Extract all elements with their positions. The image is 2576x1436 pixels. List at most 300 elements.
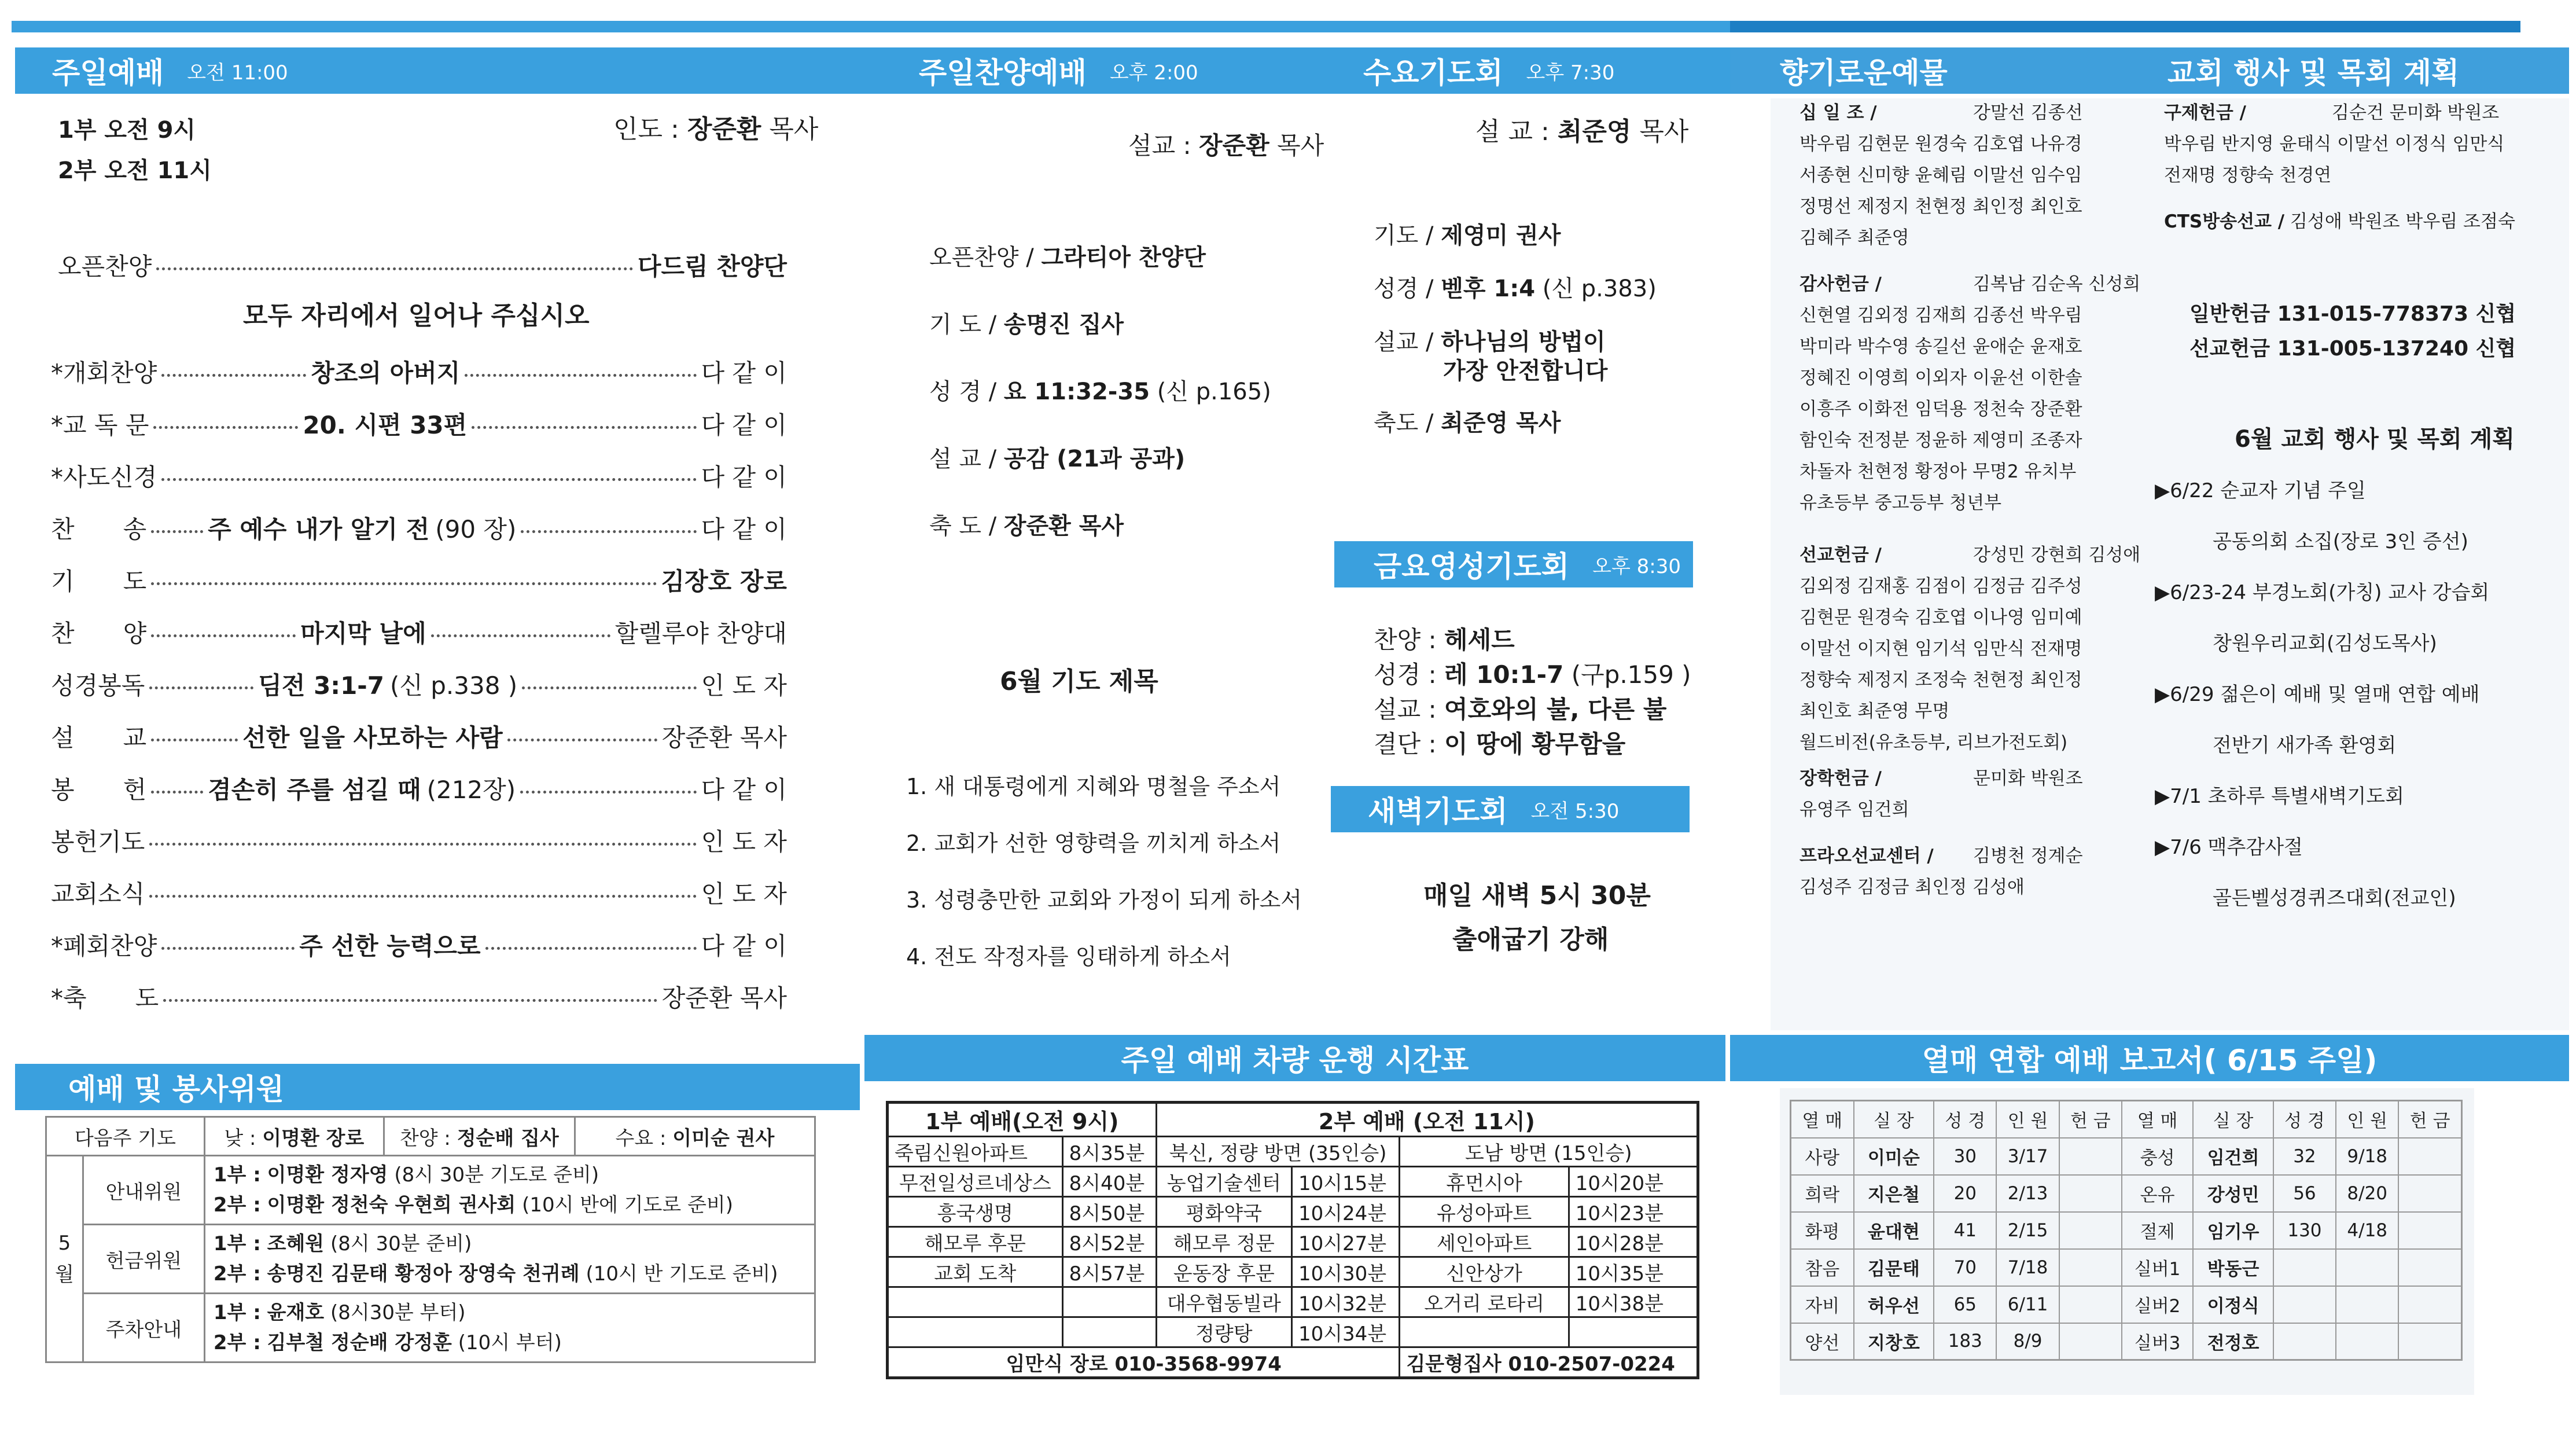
bus-time: 8시50분	[1062, 1197, 1156, 1227]
offering-names: 김혜주 최준영	[1799, 227, 1909, 248]
dot-leader	[485, 947, 697, 950]
standup-notice: 모두 자리에서 일어나 주십시오	[243, 301, 590, 330]
bus-stop: 정량탕	[1156, 1317, 1291, 1347]
bus-stop: 해모루 후문	[888, 1227, 1063, 1257]
report-row	[1791, 1286, 2462, 1323]
prayer-topics-title: 6월 기도 제목	[1000, 667, 1158, 696]
wednesday-item-value: 제영미 권사	[1441, 222, 1561, 249]
wednesday-item-label: 설교 /	[1374, 329, 1434, 355]
order-row	[51, 406, 787, 441]
report-cell: 실버1	[2122, 1249, 2193, 1286]
servant-role: 안내위원	[83, 1156, 204, 1225]
order-item: 창조의 아버지	[311, 359, 461, 387]
prayer-topic: 2. 교회가 선한 영향력을 끼치게 하소서	[906, 831, 1281, 856]
praise-item-value: 공감 (21과 공과)	[1003, 446, 1186, 472]
servant-line-head: 1부 :	[213, 1163, 261, 1187]
report-cell: 실버2	[2122, 1286, 2193, 1323]
bus-header	[864, 1035, 1725, 1081]
wednesday-item-label: 축도 /	[1374, 410, 1434, 436]
bus-stop: 죽림신원아파트	[888, 1137, 1063, 1167]
friday-item-value: 헤세드	[1444, 626, 1515, 654]
bus-stop: 농업기술센터	[1156, 1167, 1291, 1197]
servant-row	[46, 1225, 815, 1294]
wednesday-item-label: 기도 /	[1374, 222, 1434, 249]
servant-names: 윤재호	[267, 1301, 325, 1324]
cts-offering	[2164, 206, 2515, 237]
wednesday-item-value: 최준영 목사	[1441, 410, 1561, 436]
order-leader: 할렐루야 찬양대	[614, 619, 787, 648]
offering-group	[1799, 840, 2083, 903]
report-col-header: 열 매	[1791, 1101, 1854, 1138]
praise-worship-title: 주일찬양예배	[919, 56, 1087, 90]
report-cell: 박동근	[2193, 1249, 2273, 1286]
bus-time	[1062, 1317, 1156, 1347]
report-col-header: 인 원	[1996, 1101, 2059, 1138]
friday-item	[1374, 625, 1515, 656]
servant-note: (10시 부터)	[458, 1331, 562, 1354]
bus-driver-row	[888, 1347, 1698, 1378]
offering-group-head: 선교헌금 /	[1799, 545, 1882, 565]
offering-names: 강말선 김종선	[1973, 102, 2083, 123]
offering-group-first-line	[1799, 539, 2140, 571]
offering-names: 유초등부 중고등부 청년부	[1799, 493, 2002, 513]
dot-leader	[507, 739, 657, 741]
dot-leader	[161, 947, 295, 950]
day-prayer	[205, 1118, 385, 1155]
order-row	[51, 927, 787, 962]
bus-stop: 오거리 로타리	[1400, 1287, 1569, 1317]
relief-names: 전재명 정향숙 천경연	[2164, 165, 2332, 186]
choir-prayer	[385, 1118, 576, 1155]
bus-rows	[888, 1137, 1698, 1378]
bus-stop: 세인아파트	[1400, 1227, 1569, 1257]
relief-head: 구제헌금 /	[2164, 102, 2246, 123]
servant-line-head: 2부 :	[213, 1331, 261, 1354]
report-cell: 70	[1934, 1249, 1996, 1286]
offering-group-first-line	[1799, 763, 2083, 794]
report-row	[1791, 1249, 2462, 1286]
friday-item	[1374, 695, 1666, 725]
dawn-time: 오전 5:30	[1530, 799, 1620, 823]
bus-stop: 신안상가	[1400, 1257, 1569, 1287]
order-item: 선한 일을 사모하는 사람	[242, 723, 503, 752]
leader-label: 인도 :	[613, 115, 679, 144]
praise-item	[929, 445, 1185, 473]
report-cell	[2273, 1249, 2336, 1286]
order-leader: 장준환 목사	[661, 723, 787, 752]
order-label: 설 교	[51, 723, 147, 752]
offerings-header	[1730, 47, 2100, 94]
cts-names: 김성애 박원조 박우림 조점숙	[2290, 211, 2515, 232]
offering-group	[1799, 269, 2140, 519]
wed-prayer-value: 이미순 권사	[672, 1126, 775, 1150]
order-label: 찬 양	[51, 619, 147, 648]
bus-row	[888, 1137, 1698, 1167]
order-row	[51, 511, 787, 545]
order-item: 주 선한 능력으로	[299, 932, 481, 960]
bus-row	[888, 1167, 1698, 1197]
relief-names: 박우림 반지영 윤태식 이말선 이정식 임만식	[2164, 134, 2505, 155]
praise-item-value: 그라티아 찬양단	[1041, 244, 1206, 271]
servant-line	[214, 1298, 806, 1328]
opening-praise-value: 다드림 찬양단	[637, 252, 787, 281]
wednesday-item-note: (신 p.383)	[1542, 276, 1657, 302]
wed-prayer-label: 수요 :	[615, 1126, 667, 1150]
bus-stop	[1400, 1317, 1569, 1347]
dot-leader	[522, 686, 696, 689]
bus-header-row	[888, 1103, 1698, 1137]
report-row	[1791, 1138, 2462, 1175]
praise-item-label: 설 교 /	[929, 446, 997, 472]
servants-rows	[46, 1156, 815, 1362]
dot-leader	[149, 686, 253, 689]
servant-note: (8시30분 부터)	[330, 1301, 466, 1324]
wed-prayer	[576, 1118, 814, 1155]
report-cell	[2273, 1286, 2336, 1323]
servant-note: (8시 30분 기도로 준비)	[394, 1163, 599, 1187]
servant-row	[46, 1294, 815, 1362]
friday-item	[1374, 660, 1691, 691]
report-col-header: 실 장	[2193, 1101, 2273, 1138]
servant-names: 송명진 김문태 황정아 장영숙 천귀례	[267, 1262, 580, 1286]
bus-time: 10시24분	[1291, 1197, 1400, 1227]
report-cell: 6/11	[1996, 1286, 2059, 1323]
dot-leader	[161, 478, 696, 481]
plan-item: 전반기 새가족 환영회	[2213, 734, 2397, 757]
bus-time: 10시28분	[1569, 1227, 1698, 1257]
dot-leader	[161, 374, 306, 377]
servant-names: 이명환 정자영	[267, 1163, 388, 1187]
praise-item	[929, 377, 1271, 406]
offering-names: 이흥주 이화전 임덕용 정천숙 장준환	[1799, 399, 2082, 420]
bus-time: 10시38분	[1569, 1287, 1698, 1317]
offering-names: 김병천 정계순	[1973, 846, 2083, 866]
friday-header	[1334, 541, 1693, 587]
dot-leader	[151, 791, 203, 794]
bus-stop: 흥국생명	[888, 1197, 1063, 1227]
friday-item-label: 성경 :	[1374, 660, 1437, 689]
plan-list	[2155, 465, 2489, 924]
report-cell: 희락	[1791, 1175, 1854, 1212]
choir-prayer-value: 정순배 집사	[457, 1126, 559, 1150]
opening-praise-label: 오픈찬양	[58, 252, 152, 281]
offering-names: 문미화 박원조	[1973, 768, 2083, 789]
report-col-header: 인 원	[2336, 1101, 2398, 1138]
servant-assignment	[204, 1156, 815, 1225]
wednesday-item-value-2: 가장 안전합니다	[1443, 358, 1608, 384]
report-cell: 130	[2273, 1212, 2336, 1249]
servant-note: (10시 반 기도로 준비)	[586, 1262, 778, 1286]
order-item: 20. 시편 33편	[303, 411, 468, 439]
order-leader: 다 같 이	[701, 932, 787, 960]
order-row	[51, 667, 787, 702]
cts-head: CTS방송선교 /	[2164, 211, 2285, 232]
report-cell: 3/17	[1996, 1138, 2059, 1175]
order-leader: 김장호 장로	[661, 567, 787, 596]
friday-item-label: 결단 :	[1374, 730, 1437, 758]
sunday-worship-title: 주일예배	[52, 56, 164, 90]
order-leader: 인 도 자	[701, 828, 787, 856]
offering-group-first-line	[1799, 97, 2083, 128]
report-cell	[2336, 1286, 2398, 1323]
wednesday-item-value: 하나님의 방법이	[1441, 329, 1606, 355]
servant-assignment	[204, 1294, 815, 1362]
plan-item: ▶6/22 순교자 기념 주일	[2155, 479, 2366, 502]
offering-names: 최인호 최준영 무명	[1799, 701, 1950, 722]
dot-leader	[151, 582, 656, 585]
report-cell: 8/9	[1996, 1323, 2059, 1360]
report-cell: 32	[2273, 1138, 2336, 1175]
bus-stop: 운동장 후문	[1156, 1257, 1291, 1287]
bus-driver-2: 김문형집사 010-2507-0224	[1400, 1347, 1698, 1378]
report-cell: 허우선	[1854, 1286, 1934, 1323]
servant-line	[214, 1328, 806, 1358]
offering-names: 강성민 강현희 김성애	[1973, 545, 2141, 565]
plan-title: 6월 교회 행사 및 목회 계획	[2235, 426, 2515, 453]
bus-stop: 교회 도착	[888, 1257, 1063, 1287]
friday-item-label: 찬양 :	[1374, 626, 1437, 654]
leader-title: 목사	[769, 115, 819, 144]
report-cell: 지은철	[1854, 1175, 1934, 1212]
report-cell: 실버3	[2122, 1323, 2193, 1360]
order-item-note: (90 장)	[435, 515, 517, 543]
dot-leader	[465, 374, 696, 377]
praise-item	[929, 243, 1206, 272]
order-row	[51, 615, 787, 649]
bus-time	[1569, 1317, 1698, 1347]
praise-item-value: 요 11:32-35	[1003, 379, 1150, 405]
report-cell: 65	[1934, 1286, 1996, 1323]
report-col-header: 헌 금	[2398, 1101, 2461, 1138]
offering-names: 이말선 이지현 임기석 임만식 전재명	[1799, 638, 2082, 659]
wednesday-item-value: 벧후 1:4	[1441, 276, 1536, 302]
offering-group	[1799, 97, 2083, 254]
order-label: 봉 헌	[51, 776, 147, 804]
bus-time: 8시40분	[1062, 1167, 1156, 1197]
bus-title: 주일 예배 차량 운행 시간표	[1121, 1044, 1469, 1077]
report-col-header: 성 경	[2273, 1101, 2336, 1138]
sunday-worship-header	[15, 47, 860, 94]
dot-leader	[156, 267, 633, 270]
offering-group	[1799, 539, 2140, 758]
servant-line	[214, 1229, 806, 1259]
order-item: 마지막 날에	[300, 619, 426, 648]
servant-line-head: 2부 :	[213, 1262, 261, 1286]
offering-names: 김복남 김순옥 신성희	[1973, 274, 2141, 295]
report-cell	[2398, 1212, 2461, 1249]
bank-account: 일반헌금 131-015-778373 신협	[2189, 302, 2516, 326]
report-cell: 4/18	[2336, 1212, 2398, 1249]
servant-line	[214, 1160, 806, 1190]
offering-names: 정혜진 이영희 이외자 이윤선 이한솔	[1799, 368, 2082, 388]
plan-item: ▶7/1 초하루 특별새벽기도회	[2155, 785, 2404, 808]
bus-route-north: 북신, 정량 방면 (35인승)	[1156, 1137, 1400, 1167]
prayer-topic: 4. 전도 작정자를 잉태하게 하소서	[906, 944, 1231, 969]
offering-group-first-line	[1799, 269, 2140, 300]
praise-item-value: 장준환 목사	[1003, 513, 1124, 539]
offering-group-first-line	[1799, 840, 2083, 872]
leader-name: 장준환	[687, 115, 761, 144]
dot-leader	[151, 530, 203, 533]
report-cell: 절제	[2122, 1212, 2193, 1249]
order-item: 주 예수 내가 알기 전	[208, 515, 430, 543]
dot-leader	[153, 426, 298, 429]
bus-stop	[888, 1287, 1063, 1317]
servant-line-head: 1부 :	[213, 1301, 261, 1324]
order-label: *사도신경	[51, 463, 157, 491]
bus-time: 10시32분	[1291, 1287, 1400, 1317]
offering-names: 신현열 김외정 김재희 김종선 박우림	[1799, 305, 2082, 326]
praise-sermon-pastor: 장준환	[1199, 131, 1269, 160]
report-row	[1791, 1323, 2462, 1360]
report-cell	[2059, 1212, 2122, 1249]
bus-time: 10시34분	[1291, 1317, 1400, 1347]
order-item-note: (212장)	[426, 776, 516, 804]
bus-stop: 대우협동빌라	[1156, 1287, 1291, 1317]
report-cell	[2059, 1138, 2122, 1175]
servant-names: 이명환 정천숙 우현희 권사회	[267, 1193, 516, 1217]
servant-role: 주차안내	[83, 1294, 204, 1362]
bus-session-1: 1부 예배(오전 9시)	[888, 1103, 1157, 1137]
friday-item-value: 여호와의 불, 다른 불	[1444, 695, 1667, 723]
order-leader: 다 같 이	[701, 515, 787, 543]
prayer-topic: 3. 성령충만한 교회와 가정이 되게 하소서	[906, 887, 1302, 913]
opening-praise-row	[58, 248, 787, 282]
order-label: *교 독 문	[51, 411, 149, 439]
bus-session-2: 2부 예배 (오전 11시)	[1156, 1103, 1698, 1137]
bus-stop: 유성아파트	[1400, 1197, 1569, 1227]
friday-item-value: 이 땅에 황무함을	[1444, 730, 1626, 758]
order-leader: 다 같 이	[701, 411, 787, 439]
dot-leader	[163, 999, 657, 1002]
session-1-time: 1부 오전 9시	[58, 117, 196, 144]
offerings-title: 향기로운예물	[1780, 56, 1948, 90]
report-col-header: 열 매	[2122, 1101, 2193, 1138]
dawn-header	[1331, 786, 1690, 832]
dawn-title: 새벽기도회	[1368, 795, 1508, 828]
report-cell: 임기우	[2193, 1212, 2273, 1249]
dot-leader	[472, 426, 696, 429]
servant-note: (8시 30분 준비)	[330, 1232, 472, 1255]
servant-names: 조혜원	[267, 1232, 325, 1255]
bank-account: 선교헌금 131-005-137240 신협	[2189, 337, 2516, 361]
day-prayer-value: 이명환 장로	[262, 1126, 365, 1150]
report-col-header: 성 경	[1934, 1101, 1996, 1138]
order-label: 기 도	[51, 567, 147, 596]
report-row	[1791, 1212, 2462, 1249]
order-row	[51, 823, 787, 858]
prayer-topic: 1. 새 대통령에게 지혜와 명철을 주소서	[906, 774, 1281, 799]
bus-time: 8시57분	[1062, 1257, 1156, 1287]
praise-item-note: (신 p.165)	[1157, 379, 1271, 405]
events-header	[2100, 47, 2569, 94]
bus-stop: 해모루 정문	[1156, 1227, 1291, 1257]
report-cell: 사랑	[1791, 1138, 1854, 1175]
report-cell	[2398, 1249, 2461, 1286]
order-item: 딤전 3:1-7	[258, 671, 384, 700]
relief-names: 김순건 문미화 박원조	[2332, 102, 2500, 123]
bus-time: 8시52분	[1062, 1227, 1156, 1257]
plan-item: ▶7/6 맥추감사절	[2155, 836, 2303, 859]
bus-time: 10시15분	[1291, 1167, 1400, 1197]
praise-item-label: 성 경 /	[929, 379, 997, 405]
praise-item	[929, 512, 1124, 541]
offering-names: 김성주 김정금 최인정 김성애	[1799, 877, 2025, 898]
next-prayer-label: 다음주 기도	[46, 1117, 205, 1156]
offering-names: 서종현 신미향 윤혜림 이말선 임수임	[1799, 165, 2082, 186]
order-row	[51, 979, 787, 1014]
servant-assignment	[204, 1225, 815, 1294]
order-row	[51, 719, 787, 754]
servant-note: (10시 반에 기도로 준비)	[522, 1193, 734, 1217]
praise-sermon-title: 목사	[1277, 131, 1324, 160]
report-table	[1790, 1100, 2463, 1361]
bus-row	[888, 1287, 1698, 1317]
choir-prayer-label: 찬양 :	[399, 1126, 451, 1150]
servant-names: 김부철 정순배 강정훈	[267, 1331, 452, 1354]
praise-item-label: 오픈찬양 /	[929, 244, 1034, 271]
order-row	[51, 875, 787, 910]
events-title: 교회 행사 및 목회 계획	[2167, 56, 2460, 90]
report-cell: 30	[1934, 1138, 1996, 1175]
servant-role: 헌금위원	[83, 1225, 204, 1294]
report-cell	[2059, 1249, 2122, 1286]
praise-worship-header	[860, 47, 1311, 94]
order-row	[51, 458, 787, 493]
report-cell: 41	[1934, 1212, 1996, 1249]
report-cell: 이미순	[1854, 1138, 1934, 1175]
dot-leader	[151, 739, 238, 741]
order-label: *축 도	[51, 984, 159, 1012]
praise-item-label: 기 도 /	[929, 311, 997, 338]
wednesday-sermon-label: 설 교 :	[1475, 117, 1550, 146]
servants-table	[45, 1116, 816, 1363]
servant-line-head: 1부 :	[213, 1232, 261, 1255]
plan-item: ▶6/29 젊은이 예배 및 열매 연합 예배	[2155, 683, 2480, 706]
offering-names: 박우림 김현문 원경숙 김호엽 나유경	[1799, 134, 2082, 155]
next-prayer-row	[46, 1117, 815, 1156]
offering-names: 차돌자 천현정 황정아 무명2 유치부	[1799, 461, 2077, 482]
wednesday-time: 오후 7:30	[1526, 61, 1615, 85]
dot-leader	[149, 895, 696, 898]
report-cell: 화평	[1791, 1212, 1854, 1249]
report-row	[1791, 1175, 2462, 1212]
report-cell: 56	[2273, 1175, 2336, 1212]
report-cell: 2/13	[1996, 1175, 2059, 1212]
day-prayer-label: 낮 :	[224, 1126, 256, 1150]
order-label: 봉헌기도	[51, 828, 145, 856]
report-cell	[2398, 1286, 2461, 1323]
friday-item	[1374, 729, 1625, 760]
praise-item-value: 송명진 집사	[1003, 311, 1124, 338]
offering-group-head: 프라오선교센터 /	[1799, 846, 1934, 866]
report-cell	[2059, 1175, 2122, 1212]
report-cell: 온유	[2122, 1175, 2193, 1212]
praise-sermon-line	[1128, 131, 1324, 161]
wednesday-sermon-pastor: 최준영	[1557, 117, 1632, 146]
order-leader: 장준환 목사	[661, 984, 787, 1012]
report-cell	[2398, 1323, 2461, 1360]
relief-offering	[2164, 97, 2504, 191]
bus-time: 10시20분	[1569, 1167, 1698, 1197]
report-cell: 지창호	[1854, 1323, 1934, 1360]
order-row	[51, 771, 787, 806]
wednesday-sermon-title: 목사	[1639, 117, 1689, 146]
servant-line	[214, 1190, 806, 1220]
servant-line-head: 2부 :	[213, 1193, 261, 1217]
bus-row	[888, 1227, 1698, 1257]
report-cell: 9/18	[2336, 1138, 2398, 1175]
